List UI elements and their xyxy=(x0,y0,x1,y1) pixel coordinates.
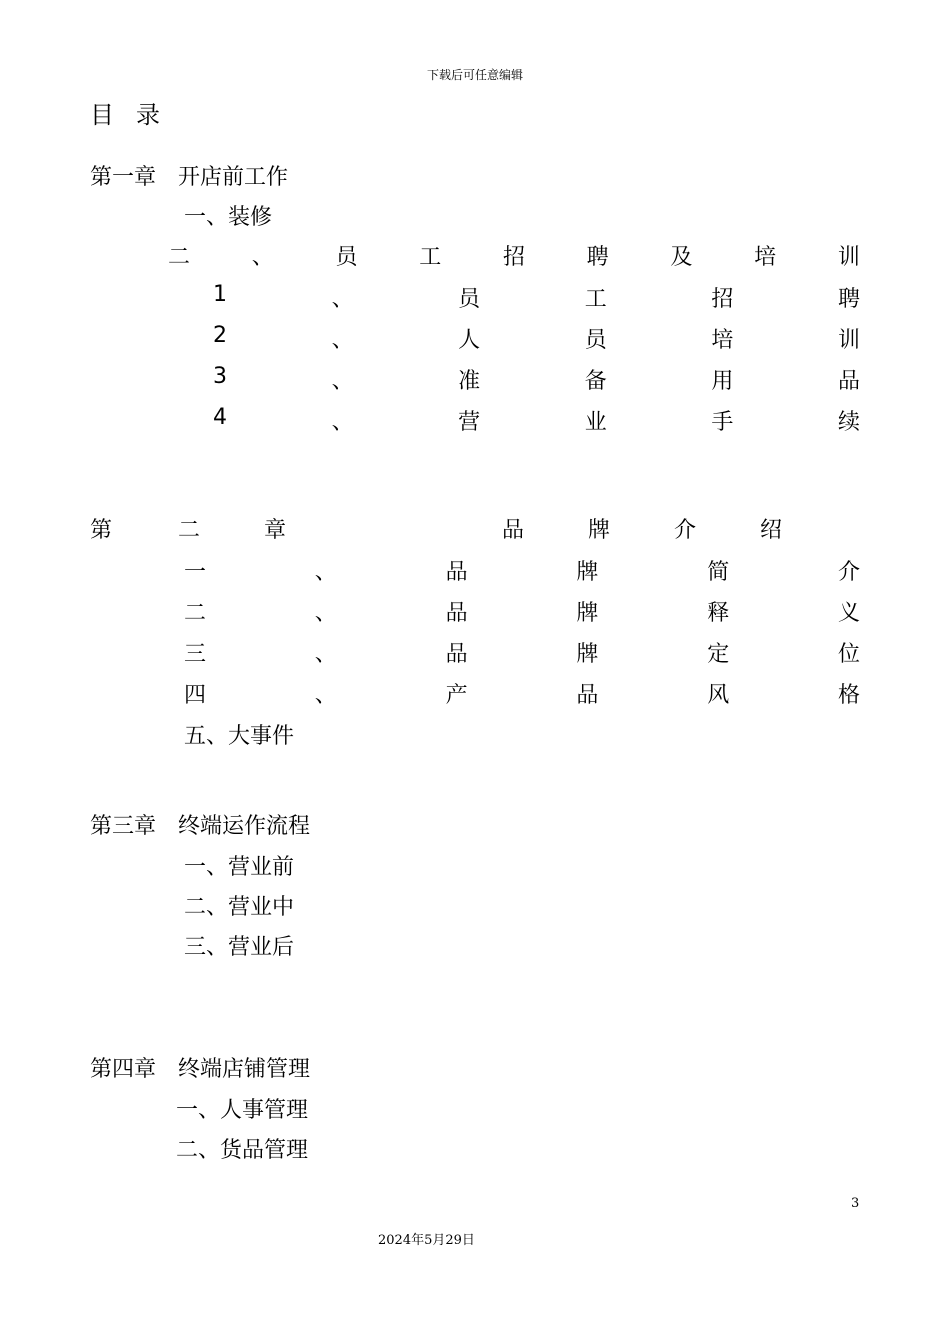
chapter-4-item-2[interactable]: 二、货品管理 xyxy=(176,1138,309,1163)
toc-char: 训 xyxy=(837,245,860,270)
toc-char: 绍 xyxy=(760,518,783,543)
toc-char: 工 xyxy=(584,287,607,312)
chapter-2-item-5[interactable]: 五、大事件 xyxy=(184,724,295,749)
toc-char: 格 xyxy=(837,683,860,708)
toc-char: 义 xyxy=(837,601,860,626)
chapter-2-item-1[interactable] xyxy=(184,555,860,586)
chapter-1-item-1[interactable]: 一、装修 xyxy=(184,205,273,230)
toc-char: 培 xyxy=(754,245,777,270)
toc-char: 招 xyxy=(711,287,734,312)
toc-char: 续 xyxy=(837,410,860,435)
toc-char: 、 xyxy=(251,245,274,270)
toc-char: 二 xyxy=(178,518,201,543)
toc-char: 3 xyxy=(213,364,227,389)
toc-char: 用 xyxy=(711,369,734,394)
toc-char: 、 xyxy=(314,601,337,626)
toc-char: 员 xyxy=(584,328,607,353)
toc-char: 产 xyxy=(445,683,468,708)
chapter-1-subitem-4[interactable] xyxy=(213,405,860,436)
chapter-3-title[interactable]: 第三章 终端运作流程 xyxy=(90,814,311,839)
toc-char: 1 xyxy=(213,282,227,307)
toc-char: 、 xyxy=(331,410,354,435)
toc-char: 4 xyxy=(213,405,227,430)
toc-char: 及 xyxy=(670,245,693,270)
toc-char: 牌 xyxy=(588,518,611,543)
toc-char: 品 xyxy=(445,642,468,667)
page-header: 下载后可任意编辑 xyxy=(426,68,523,82)
toc-char: 、 xyxy=(314,560,337,585)
toc-char: 牌 xyxy=(576,601,599,626)
toc-char: 品 xyxy=(445,560,468,585)
toc-char: 聘 xyxy=(586,245,609,270)
toc-char: 风 xyxy=(707,683,730,708)
toc-char: 品 xyxy=(837,369,860,394)
chapter-1-subitem-3[interactable] xyxy=(213,364,860,395)
toc-char: 营 xyxy=(458,410,481,435)
toc-char: 准 xyxy=(458,369,481,394)
toc-char: 品 xyxy=(576,683,599,708)
toc-char: 品 xyxy=(502,518,525,543)
toc-char: 、 xyxy=(331,287,354,312)
toc-char: 聘 xyxy=(837,287,860,312)
toc-char: 员 xyxy=(335,245,358,270)
toc-char: 员 xyxy=(458,287,481,312)
toc-char: 二 xyxy=(168,245,191,270)
toc-char: 训 xyxy=(837,328,860,353)
toc-char: 、 xyxy=(314,642,337,667)
chapter-4-title[interactable]: 第四章 终端店铺管理 xyxy=(90,1057,311,1082)
toc-char: 品 xyxy=(445,601,468,626)
toc-char: 、 xyxy=(331,369,354,394)
chapter-1-item-2[interactable] xyxy=(168,240,860,271)
chapter-2-item-4[interactable] xyxy=(184,678,860,709)
page-number: 3 xyxy=(851,1196,860,1211)
chapter-1-subitem-1[interactable] xyxy=(213,282,860,313)
chapter-1-title[interactable]: 第一章 开店前工作 xyxy=(90,165,289,190)
toc-char: 介 xyxy=(674,518,697,543)
toc-char: 备 xyxy=(584,369,607,394)
toc-char: 章 xyxy=(264,518,287,543)
toc-char: 释 xyxy=(707,601,730,626)
toc-char: 介 xyxy=(837,560,860,585)
toc-char: 2 xyxy=(213,323,227,348)
chapter-3-item-3[interactable]: 三、营业后 xyxy=(184,935,295,960)
chapter-3-item-2[interactable]: 二、营业中 xyxy=(184,895,295,920)
toc-char: 三 xyxy=(184,642,207,667)
toc-char: 第 xyxy=(90,518,113,543)
toc-char: 牌 xyxy=(576,560,599,585)
toc-char: 人 xyxy=(458,328,481,353)
toc-char: 工 xyxy=(419,245,442,270)
chapter-3-item-1[interactable]: 一、营业前 xyxy=(184,855,295,880)
toc-char: 二 xyxy=(184,601,207,626)
chapter-4-item-1[interactable]: 一、人事管理 xyxy=(176,1098,309,1123)
toc-char: 简 xyxy=(707,560,730,585)
chapter-1-subitem-2[interactable] xyxy=(213,323,860,354)
toc-char: 业 xyxy=(584,410,607,435)
toc-char: 一 xyxy=(184,560,207,585)
chapter-2-item-2[interactable] xyxy=(184,596,860,627)
footer-date: 2024年5月29日 xyxy=(378,1233,475,1248)
toc-char: 培 xyxy=(711,328,734,353)
chapter-2-item-3[interactable] xyxy=(184,637,860,668)
toc-char: 位 xyxy=(837,642,860,667)
toc-char: 手 xyxy=(711,410,734,435)
toc-char: 、 xyxy=(314,683,337,708)
toc-char: 四 xyxy=(184,683,207,708)
toc-char: 定 xyxy=(707,642,730,667)
toc-title: 目录 xyxy=(90,101,182,129)
toc-char: 牌 xyxy=(576,642,599,667)
toc-char: 、 xyxy=(331,328,354,353)
toc-char: 招 xyxy=(502,245,525,270)
